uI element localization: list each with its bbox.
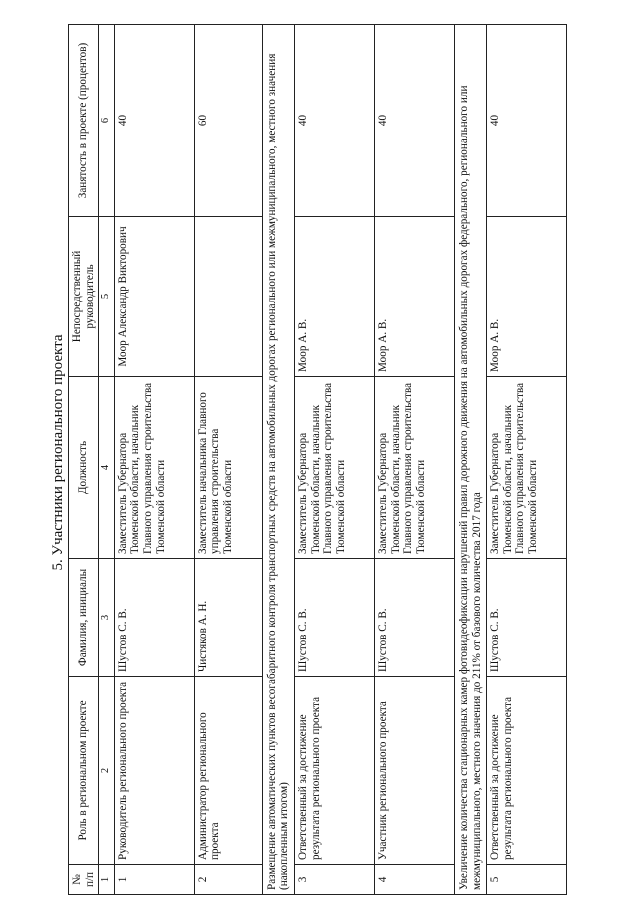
table-row [487, 25, 567, 895]
row-name: Чистяков А. Н. [194, 559, 262, 677]
col-number: 4 [99, 377, 115, 559]
row-position: Заместитель Губернатора Тюменской области, начальник Главного управления строительства Тюменской области [114, 377, 194, 559]
row-load: 40 [374, 25, 454, 217]
row-role: Ответственный за достижение результата регионального проекта [487, 677, 567, 865]
col-number: 3 [99, 559, 115, 677]
row-position: Заместитель Губернатора Тюменской области, начальник Главного управления строительства Тюменской области [294, 377, 374, 559]
table-row [374, 25, 454, 895]
col-number: 2 [99, 677, 115, 865]
row-load: 60 [194, 25, 262, 217]
row-number: 4 [374, 865, 454, 895]
page-title: 5. Участники регионального проекта [50, 334, 66, 571]
col-header-position: Должность [69, 377, 99, 559]
row-manager: Моор А. В. [374, 217, 454, 377]
row-manager: Моор А. В. [294, 217, 374, 377]
col-header-manager: Непосредственный руководитель [69, 217, 99, 377]
col-number: 1 [99, 865, 115, 895]
col-header-role: Роль в региональном проекте [69, 677, 99, 865]
section-row [454, 25, 486, 895]
row-position: Заместитель начальника Главного управления строительства Тюменской области [194, 377, 262, 559]
row-role: Ответственный за достижение результата регионального проекта [294, 677, 374, 865]
row-position: Заместитель Губернатора Тюменской области, начальник Главного управления строительства Тюменской области [374, 377, 454, 559]
table-row [294, 25, 374, 895]
col-number: 6 [99, 25, 115, 217]
row-name: Шустов С. В. [487, 559, 567, 677]
section-title: Размещение автоматических пунктов весогабаритного контроля транспортных средств на автомобильных дорогах регионального или межмуниципального, местного значения (накопленным итогом) [262, 25, 294, 895]
row-position: Заместитель Губернатора Тюменской области, начальник Главного управления строительства Тюменской области [487, 377, 567, 559]
row-manager: Моор Александр Викторович [114, 217, 194, 377]
row-role: Участник регионального проекта [374, 677, 454, 865]
row-number: 3 [294, 865, 374, 895]
row-load: 40 [114, 25, 194, 217]
row-name: Шустов С. В. [114, 559, 194, 677]
row-role: Руководитель регионального проекта [114, 677, 194, 865]
table-row [194, 25, 262, 895]
col-number: 5 [99, 217, 115, 377]
row-number: 5 [487, 865, 567, 895]
row-load: 40 [487, 25, 567, 217]
column-numbers-row [99, 25, 115, 895]
row-manager [194, 217, 262, 377]
row-manager: Моор А. В. [487, 217, 567, 377]
section-row [262, 25, 294, 895]
row-name: Шустов С. В. [294, 559, 374, 677]
participants-table [68, 24, 567, 895]
row-number: 2 [194, 865, 262, 895]
col-header-number: № п/п [69, 865, 99, 895]
col-header-load: Занятость в проекте (процентов) [69, 25, 99, 217]
row-name: Шустов С. В. [374, 559, 454, 677]
row-role: Администратор регионального проекта [194, 677, 262, 865]
section-title: Увеличение количества стационарных камер фотовидеофиксации нарушений правил дорожного движения на автомобильных дорогах федерального, регионального или межмуниципального, местного значения до 211% от базового количества 2017 года [454, 25, 486, 895]
col-header-name: Фамилия, инициалы [69, 559, 99, 677]
table-row [114, 25, 194, 895]
row-load: 40 [294, 25, 374, 217]
header-row [69, 25, 99, 895]
row-number: 1 [114, 865, 194, 895]
